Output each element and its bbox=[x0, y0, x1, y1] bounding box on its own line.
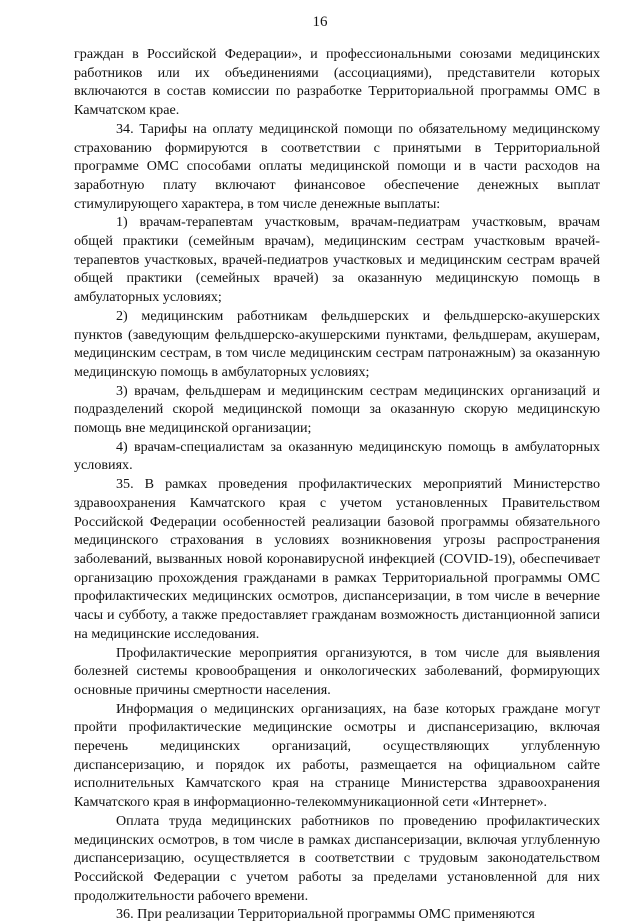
paragraph-36: 36. При реализации Территориальной программы ОМС применяются bbox=[116, 906, 535, 923]
paragraph-34: 34. Тарифы на оплату медицинской помощи по обязательному медицинскому страхованию формируются в соответствии с принятыми в Территориальной программе ОМС способами оплаты медицинской помощи и в части расходов на заработную плату включают финансовое обеспечение денежных выплат стимулирующего характера, в том числе денежные выплаты: bbox=[74, 120, 600, 212]
list-item-3: 3) врачам, фельдшерам и медицинским сестрам медицинских организаций и подразделений скорой медицинской помощи за оказанную скорую медицинскую помощь вне медицинской организации; bbox=[74, 382, 600, 437]
paragraph-payment: Оплата труда медицинских работников по проведению профилактических медицинских осмотров, в том числе в рамках диспансеризации, включая углубленную диспансеризацию, осуществляется в соответствии с трудовым законодательством Российской Федерации с учетом работы за пределами установленной для них продолжительности рабочего времени. bbox=[74, 812, 600, 904]
paragraph-35: 35. В рамках проведения профилактических мероприятий Министерство здравоохранения Камчатского края с учетом установленных Правительством Российской Федерации особенностей реализации базовой программы обязательного медицинского страхования в условиях возникновения угрозы распространения заболеваний, вызванных новой коронавирусной инфекцией (COVID-19), обеспечивает организацию прохождения гражданами в рамках Территориальной программы ОМС профилактических медицинских осмотров, диспансеризации, в том числе в вечерние часы и субботу, а также предоставляет гражданам возможность дистанционной записи на медицинские исследования. bbox=[74, 476, 600, 642]
page-number: 16 bbox=[312, 14, 328, 30]
paragraph-preventive-measures: Профилактические мероприятия организуются, в том числе для выявления болезней системы кровообращения и онкологических заболеваний, формирующих основные причины смертности населения. bbox=[74, 644, 600, 698]
document-body bbox=[74, 45, 600, 924]
list-item-2: 2) медицинским работникам фельдшерских и фельдшерско-акушерских пунктов (заведующим фельдшерско-акушерскими пунктами, фельдшерам, акушерам, медицинским сестрам, в том числе медицинским сестрам патронажным) за оказанную медицинскую помощь в амбулаторных условиях; bbox=[74, 307, 600, 380]
list-item-1: 1) врачам-терапевтам участковым, врачам-педиатрам участковым, врачам общей практики (семейным врачам), медицинским сестрам участковым врачей-терапевтов участковых, врачей-педиатров участковых и медицинским сестрам врачей общей практики (семейных врачей) за оказанную медицинскую помощь в амбулаторных условиях; bbox=[74, 214, 600, 306]
paragraph-organizations-info: Информация о медицинских организациях, на базе которых граждане могут пройти профилактические медицинские осмотры и диспансеризацию, включая перечень медицинских организаций, осуществляющих углубленную диспансеризацию, и порядок их работы, размещается на официальном сайте исполнительных Камчатского края на странице Министерства здравоохранения Камчатского края в информационно-телекоммуникационной сети «Интернет». bbox=[74, 700, 600, 811]
paragraph-continuation: граждан в Российской Федерации», и профессиональными союзами медицинских работников или их объединениями (ассоциациями), представители которых включаются в состав комиссии по разработке Территориальной программы ОМС в Камчатском крае. bbox=[74, 46, 600, 119]
list-item-4: 4) врачам-специалистам за оказанную медицинскую помощь в амбулаторных условиях. bbox=[74, 438, 600, 474]
